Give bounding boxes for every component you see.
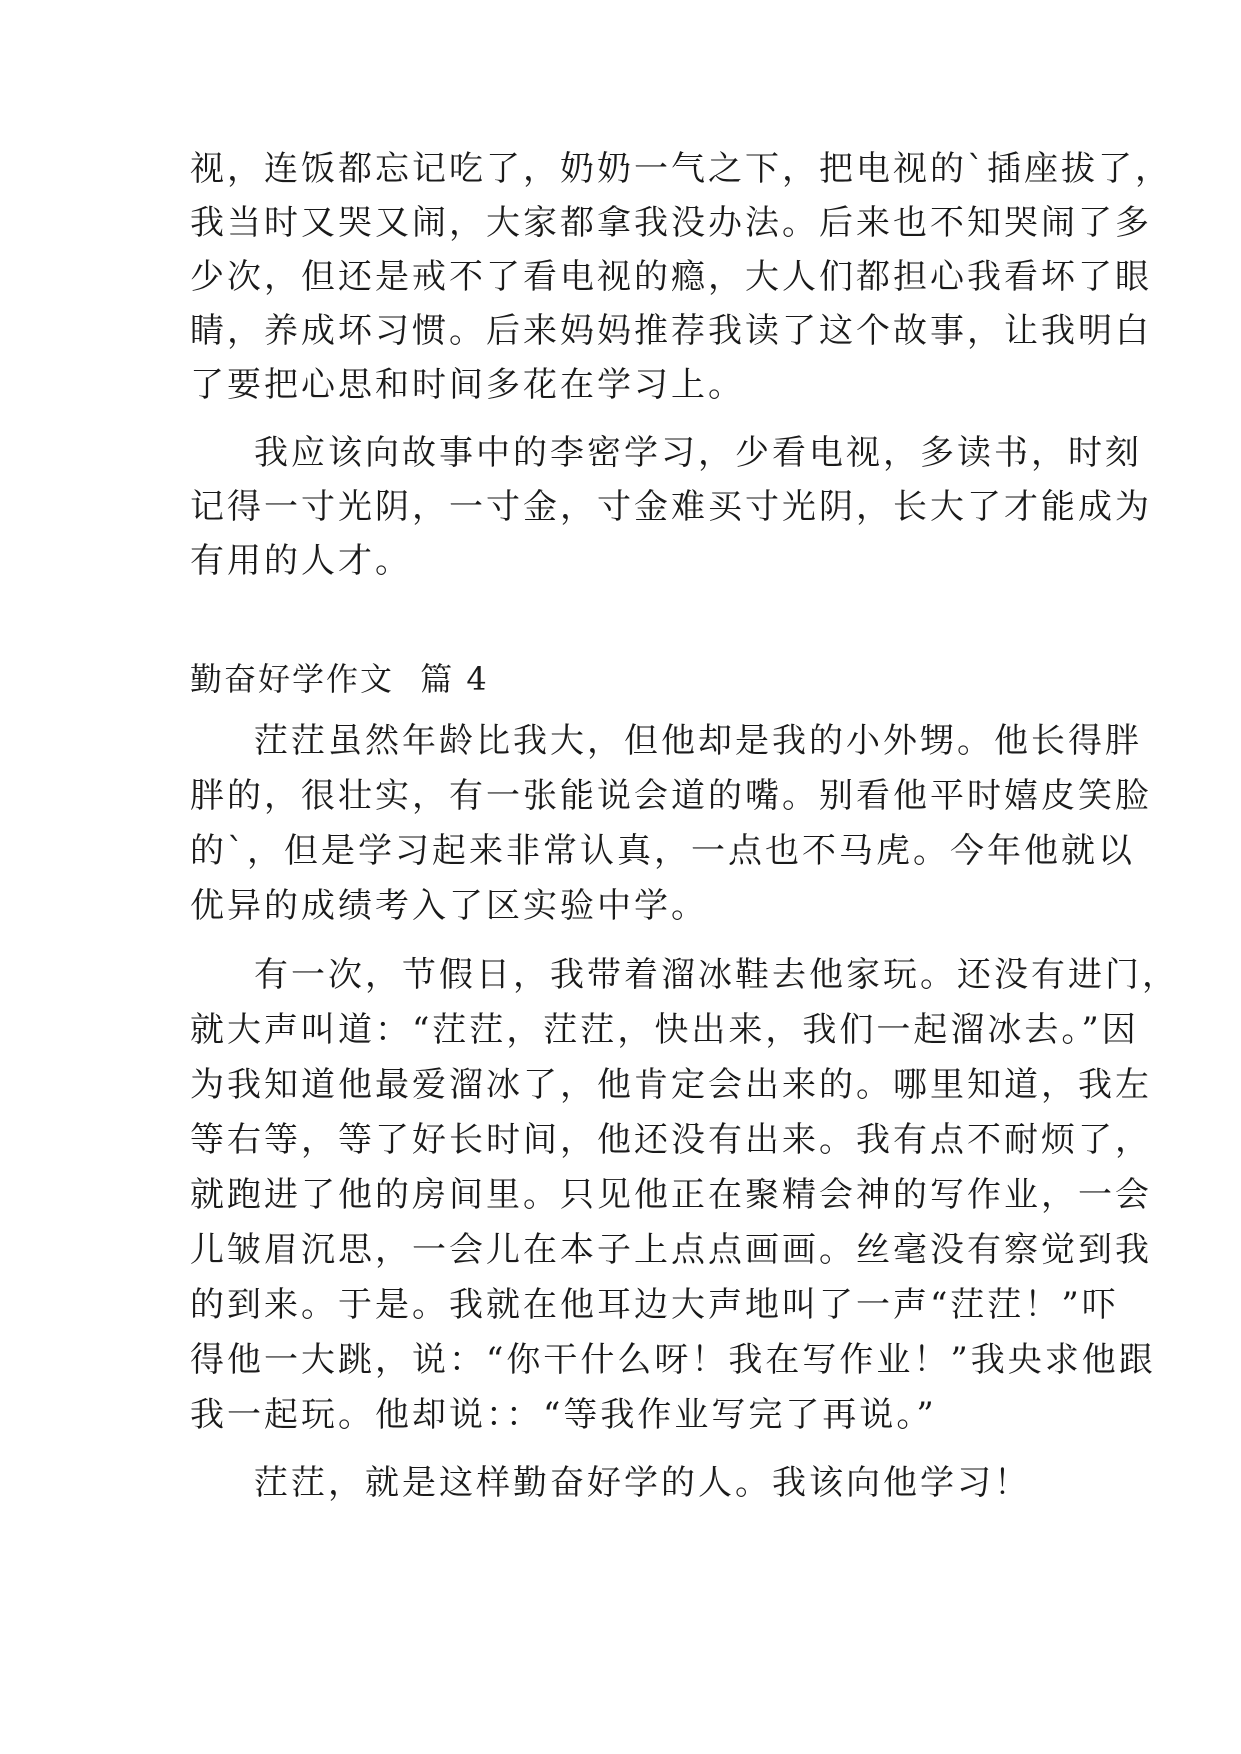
text-line: 茳茳虽然年龄比我大，但他却是我的小外甥。他长得胖 [254, 721, 1142, 761]
text-line: 茳茳，就是这样勤奋好学的人。我该向他学习！ [254, 1463, 1031, 1503]
text-line: 儿皱眉沉思，一会儿在本子上点点画画。丝毫没有察觉到我 [190, 1230, 1152, 1270]
text-line: 有一次，节假日，我带着溜冰鞋去他家玩。还没有进门， [254, 955, 1179, 995]
text-line: 睛，养成坏习惯。后来妈妈推荐我读了这个故事，让我明白 [190, 311, 1152, 351]
heading-title: 勤奋好学作文 [190, 660, 395, 698]
text-line: 等右等，等了好长时间，他还没有出来。我有点不耐烦了， [190, 1120, 1152, 1160]
text-line: 的`，但是学习起来非常认真，一点也不马虎。今年他就以 [190, 831, 1135, 871]
heading-section-label: 篇 4 [420, 660, 489, 698]
text-line: 记得一寸光阴，一寸金，寸金难买寸光阴，长大了才能成为 [190, 487, 1152, 527]
text-line: 我当时又哭又闹，大家都拿我没办法。后来也不知哭闹了多 [190, 203, 1152, 243]
text-line: 我一起玩。他却说：：“等我作业写完了再说。” [190, 1395, 937, 1435]
text-line: 为我知道他最爱溜冰了，他肯定会出来的。哪里知道，我左 [190, 1065, 1152, 1105]
text-line: 胖的，很壮实，有一张能说会道的嘴。别看他平时嬉皮笑脸 [190, 776, 1152, 816]
text-line: 得他一大跳，说：“你干什么呀！我在写作业！”我央求他跟 [190, 1340, 1156, 1380]
text-line: 我应该向故事中的李密学习，少看电视，多读书，时刻 [254, 433, 1142, 473]
text-line: 就跑进了他的房间里。只见他正在聚精会神的写作业，一会 [190, 1175, 1152, 1215]
text-line: 少次，但还是戒不了看电视的瘾，大人们都担心我看坏了眼 [190, 257, 1152, 297]
text-line: 优异的成绩考入了区实验中学。 [190, 886, 708, 926]
text-line: 有用的人才。 [190, 541, 412, 581]
text-line: 的到来。于是。我就在他耳边大声地叫了一声“茳茳！”吓 [190, 1285, 1119, 1325]
text-line: 了要把心思和时间多花在学习上。 [190, 365, 745, 405]
text-line: 视，连饭都忘记吃了，奶奶一气之下，把电视的`插座拔了， [190, 149, 1172, 189]
text-line: 就大声叫道：“茳茳，茳茳，快出来，我们一起溜冰去。”因 [190, 1010, 1139, 1050]
section-heading [190, 660, 489, 698]
